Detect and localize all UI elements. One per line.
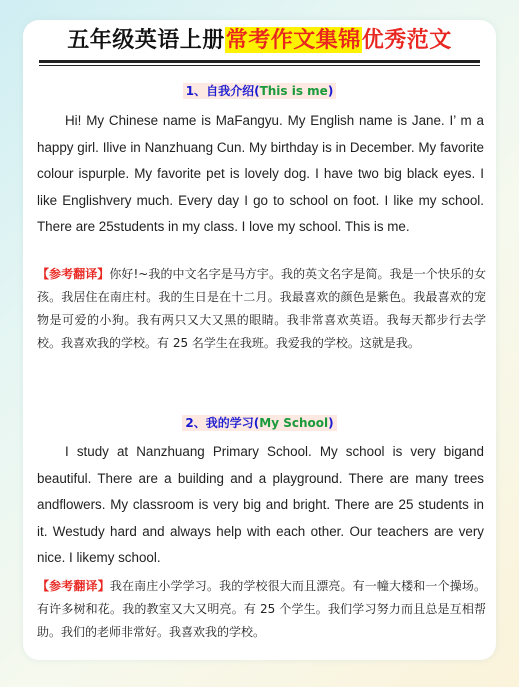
section-2-title-cn: 我的学习	[205, 416, 254, 430]
section-1-english-text: Hi! My Chinese name is MaFangyu. My English name is Jane. I’ m a happy girl. Ilive in Nanzhuang Cun. My birthday is in December. My favorite colour ispurple. My favorite pet is lovely dog. I have two big black eyes. I like Englishvery much. Every day I go to school on foot. I like my school. There are 25students in my class. I love my school. This is me.	[37, 113, 484, 234]
section-1-translation	[37, 263, 486, 355]
section-2-translation	[37, 575, 486, 644]
section-2-number: 2、	[185, 416, 206, 430]
section-2-translation-label: 【参考翻译】	[37, 579, 110, 593]
title-part-1: 五年级英语上册	[67, 27, 225, 53]
section-2-english-text: I study at Nanzhuang Primary School. My school is very bigand beautiful. There are a building and a playground. There are many trees andflowers. My classroom is very big and bright. There are 25 students in it. Westudy hard and always help with each other. Our teachers are very nice. I likemy school.	[37, 444, 484, 565]
title-rule-thin	[39, 65, 480, 66]
section-1-title-en: This is me	[259, 84, 328, 98]
section-2-translation-text: 我在南庄小学学习。我的学校很大而且漂亮。有一幢大楼和一个操场。有许多树和花。我的教室又大又明亮。有 25 个学生。我们学习努力而且总是互相帮助。我们的老师非常好。我喜欢我的学校。	[37, 579, 486, 639]
page-title	[23, 25, 496, 55]
section-2-title-en: My School	[259, 416, 329, 430]
section-1-number: 1、	[185, 84, 207, 98]
document-card	[23, 20, 496, 660]
section-1-translation-label: 【参考翻译】	[37, 267, 110, 281]
title-rule-thick	[39, 60, 480, 63]
section-2-heading: 2、我的学习(My School)	[23, 414, 496, 432]
section-1-translation-text: 你好!~我的中文名字是马方宇。我的英文名字是简。我是一个快乐的女孩。我居住在南庄村。我的生日是在十二月。我最喜欢的颜色是紫色。我最喜欢的宠物是可爱的小狗。我有两只又大又黑的眼睛。我非常喜欢英语。我每天都步行去学校。我喜欢我的学校。有 25 名学生在我班。我爱我的学校。这就是我。	[37, 267, 486, 350]
title-part-3: 优秀范文	[361, 27, 452, 53]
title-part-2-highlight: 常考作文集锦	[225, 27, 361, 53]
section-1-title-cn: 自我介绍	[206, 84, 255, 98]
section-1-heading: 1、自我介绍(This is me)	[23, 82, 496, 100]
